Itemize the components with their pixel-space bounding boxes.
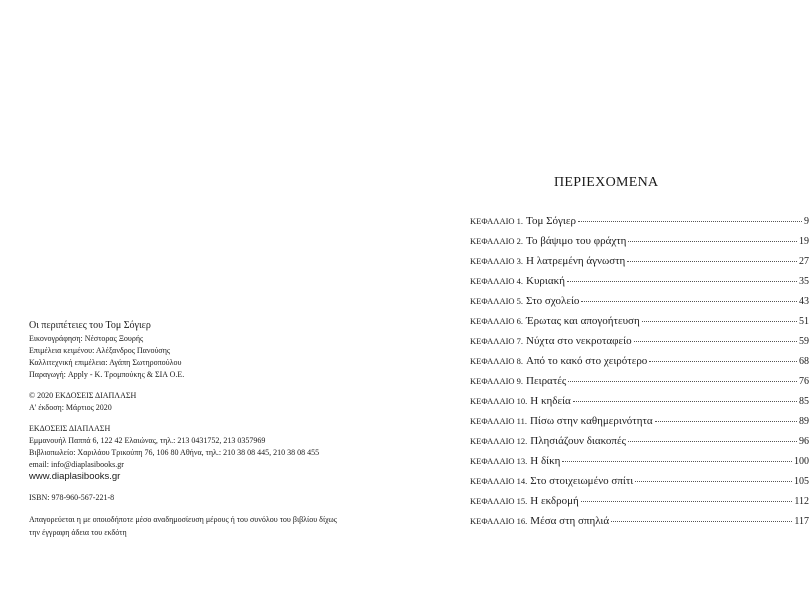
toc-entry <box>470 455 809 474</box>
chapter-page-number: 27 <box>799 256 809 267</box>
chapter-title: Έρωτας και απογοήτευση <box>526 315 640 327</box>
toc-entry <box>470 435 809 454</box>
chapter-label: ΚΕΦΑΛΑΙΟ 10. <box>470 396 528 406</box>
publisher-address: Εμμανουήλ Παππά 6, 122 42 Ελαιώνας, τηλ.: 213 0431752, 213 0357969 <box>29 436 266 445</box>
chapter-label: ΚΕΦΑΛΑΙΟ 8. <box>470 356 524 366</box>
dot-leader <box>642 321 797 322</box>
chapter-label: ΚΕΦΑΛΑΙΟ 6. <box>470 316 524 326</box>
publisher-name: ΕΚΔΟΣΕΙΣ ΔΙΑΠΛΑΣΗ <box>29 424 111 433</box>
dot-leader <box>567 281 797 282</box>
toc-entry <box>470 415 809 434</box>
dot-leader <box>562 461 792 462</box>
chapter-title: Πλησιάζουν διακοπές <box>530 435 626 447</box>
chapter-page-number: 117 <box>794 516 809 527</box>
toc-entry <box>470 475 809 494</box>
chapter-label: ΚΕΦΑΛΑΙΟ 12. <box>470 436 528 446</box>
chapter-page-number: 76 <box>799 376 809 387</box>
chapter-title: Η εκδρομή <box>530 495 579 507</box>
dot-leader <box>634 341 797 342</box>
isbn: ISBN: 978-960-567-221-8 <box>29 493 115 502</box>
chapter-title: Τομ Σόγιερ <box>526 215 576 227</box>
copyright-notice: © 2020 ΕΚΔΟΣΕΙΣ ΔΙΑΠΛΑΣΗ <box>29 391 137 400</box>
colophon <box>29 319 359 539</box>
toc-entry <box>470 515 809 534</box>
dot-leader <box>581 501 793 502</box>
dot-leader <box>581 301 797 302</box>
chapter-title: Το βάψιμο του φράχτη <box>526 235 627 247</box>
chapter-page-number: 43 <box>799 296 809 307</box>
chapter-title: Η κηδεία <box>530 395 571 407</box>
publisher-website: www.diaplasibooks.gr <box>29 471 121 482</box>
toc-entry <box>470 235 809 254</box>
book-title: Οι περιπέτειες του Τομ Σόγιερ <box>29 320 151 331</box>
chapter-page-number: 105 <box>794 476 809 487</box>
toc-entry <box>470 255 809 274</box>
dot-leader <box>573 401 797 402</box>
dot-leader <box>611 521 792 522</box>
chapter-title: Κυριακή <box>526 275 565 287</box>
right-page <box>397 0 809 595</box>
toc-entry <box>470 295 809 314</box>
dot-leader <box>628 441 797 442</box>
credit-illustration: Εικονογράφηση: Νέστορας Ξουρής <box>29 334 144 343</box>
left-page <box>0 0 397 595</box>
chapter-title: Στο στοιχειωμένο σπίτι <box>530 475 634 487</box>
chapter-label: ΚΕΦΑΛΑΙΟ 15. <box>470 496 528 506</box>
chapter-title: Μέσα στη σπηλιά <box>530 515 610 527</box>
chapter-title: Νύχτα στο νεκροταφείο <box>526 335 632 347</box>
chapter-page-number: 59 <box>799 336 809 347</box>
chapter-label: ΚΕΦΑΛΑΙΟ 16. <box>470 516 528 526</box>
chapter-label: ΚΕΦΑΛΑΙΟ 2. <box>470 236 524 246</box>
dot-leader <box>635 481 792 482</box>
chapter-page-number: 112 <box>794 496 809 507</box>
credit-art-direction: Καλλιτεχνική επιμέλεια: Αγάπη Σωτηροπούλου <box>29 358 182 367</box>
chapter-title: Η λατρεμένη άγνωστη <box>526 255 626 267</box>
publisher-email: email: info@diaplasibooks.gr <box>29 460 124 469</box>
chapter-label: ΚΕΦΑΛΑΙΟ 13. <box>470 456 528 466</box>
chapter-label: ΚΕΦΑΛΑΙΟ 14. <box>470 476 528 486</box>
toc-entry <box>470 315 809 334</box>
credit-production: Παραγωγή: Apply - Κ. Τρομπούκης & ΣΙΑ Ο.Ε. <box>29 370 185 379</box>
toc-entry <box>470 355 809 374</box>
edition-info: Α' έκδοση: Μάρτιος 2020 <box>29 403 112 412</box>
chapter-label: ΚΕΦΑΛΑΙΟ 1. <box>470 216 524 226</box>
chapter-title: Από το κακό στο χειρότερο <box>526 355 648 367</box>
chapter-label: ΚΕΦΑΛΑΙΟ 3. <box>470 256 524 266</box>
toc-entry <box>470 335 809 354</box>
chapter-page-number: 89 <box>799 416 809 427</box>
chapter-page-number: 35 <box>799 276 809 287</box>
dot-leader <box>627 261 797 262</box>
chapter-label: ΚΕΦΑΛΑΙΟ 4. <box>470 276 524 286</box>
toc-entry <box>470 275 809 294</box>
toc-entry <box>470 395 809 414</box>
chapter-title: Στο σχολείο <box>526 295 580 307</box>
chapter-page-number: 51 <box>799 316 809 327</box>
toc-entry <box>470 375 809 394</box>
dot-leader <box>628 241 797 242</box>
chapter-page-number: 68 <box>799 356 809 367</box>
chapter-page-number: 100 <box>794 456 809 467</box>
chapter-page-number: 96 <box>799 436 809 447</box>
chapter-label: ΚΕΦΑΛΑΙΟ 9. <box>470 376 524 386</box>
table-of-contents <box>470 215 809 535</box>
chapter-label: ΚΕΦΑΛΑΙΟ 5. <box>470 296 524 306</box>
chapter-title: Πειρατές <box>526 375 567 387</box>
rights-notice: Απαγορεύεται η με οποιοδήποτε μέσο αναδημοσίευση μέρους ή του συνόλου του βιβλίου δίχως την έγγραφη άδεια του εκδότη <box>29 515 337 537</box>
chapter-title: Η δίκη <box>530 455 561 467</box>
bookstore-address: Βιβλιοπωλείο: Χαριλάου Τρικούπη 76, 106 80 Αθήνα, τηλ.: 210 38 08 445, 210 38 08 455 <box>29 448 320 457</box>
dot-leader <box>568 381 797 382</box>
credit-text-editing: Επιμέλεια κειμένου: Αλέξανδρος Πανούσης <box>29 346 171 355</box>
chapter-label: ΚΕΦΑΛΑΙΟ 7. <box>470 336 524 346</box>
toc-entry <box>470 495 809 514</box>
chapter-page-number: 19 <box>799 236 809 247</box>
dot-leader <box>578 221 802 222</box>
chapter-label: ΚΕΦΑΛΑΙΟ 11. <box>470 416 527 426</box>
contents-heading: ΠΕΡΙΕΧΟΜΕΝΑ <box>554 175 659 190</box>
chapter-page-number: 85 <box>799 396 809 407</box>
chapter-page-number: 9 <box>804 216 809 227</box>
dot-leader <box>649 361 797 362</box>
toc-entry <box>470 215 809 234</box>
chapter-title: Πίσω στην καθημερινότητα <box>529 415 653 427</box>
dot-leader <box>655 421 797 422</box>
